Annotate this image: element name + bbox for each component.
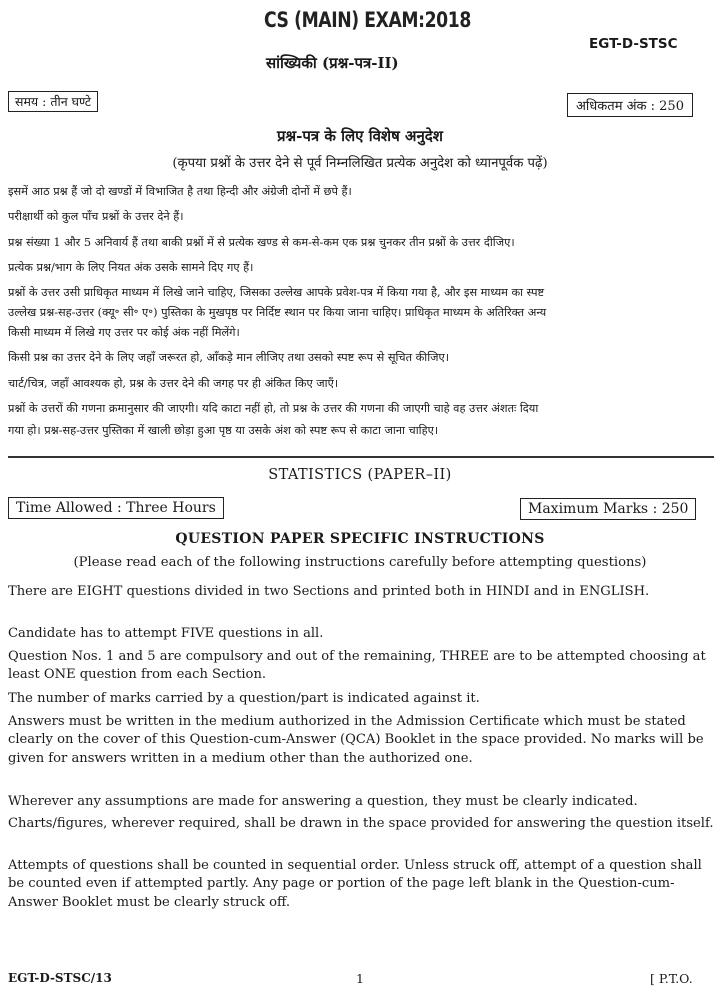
hindi-line: चार्ट/चित्र, जहाँ आवश्यक हो, प्रश्न के उत्तर देने की जगह पर ही अंकित किए जाएँ। (8, 377, 339, 390)
hindi-time-box: समय : तीन घण्टे (8, 91, 98, 112)
english-instruction-paragraph: There are EIGHT questions divided in two Sections and printed both in HINDI and in ENGLISH. (8, 584, 650, 599)
english-time-box: Time Allowed : Three Hours (8, 497, 224, 519)
hindi-line: गया हो। प्रश्न-सह-उत्तर पुस्तिका में खाली छोड़ा हुआ पृष्ठ या उसके अंश को स्पष्ट रूप से काटा जाना चाहिए। (8, 424, 439, 437)
hindi-line: प्रश्नों के उत्तर उसी प्राधिकृत माध्यम में लिखे जाने चाहिए, जिसका उल्लेख आपके प्रवेश-पत्र में किया गया है, और इस माध्यम का स्पष्ट (8, 286, 545, 299)
hindi-line: किसी माध्यम में लिखे गए उत्तर पर कोई अंक नहीं मिलेंगे। (8, 326, 240, 339)
english-instruction-paragraph: Wherever any assumptions are made for answering a question, they must be clearly indicated. (8, 794, 638, 809)
english-instructions-heading: QUESTION PAPER SPECIFIC INSTRUCTIONS (175, 531, 545, 547)
english-max-marks-box: Maximum Marks : 250 (520, 498, 696, 520)
hindi-line: उल्लेख प्रश्न-सह-उत्तर (क्यू॰ सी॰ ए॰) पुस्तिका के मुखपृष्ठ पर निर्दिष्ट स्थान पर किया जाना चाहिए। प्राधिकृत माध्यम के अतिरिक्त अन्य (8, 306, 547, 319)
hindi-max-marks-box: अधिकतम अंक : 250 (567, 93, 693, 117)
hindi-line: प्रत्येक प्रश्न/भाग के लिए नियत अंक उसके सामने दिए गए हैं। (8, 261, 254, 274)
hindi-line: प्रश्नों के उत्तरों की गणना क्रमानुसार की जाएगी। यदि काटा नहीं हो, तो प्रश्न के उत्तर की गणना की जाएगी चाहे वह उत्तर अंशतः दिया (8, 402, 539, 415)
hindi-line: परीक्षार्थी को कुल पाँच प्रश्नों के उत्तर देने हैं। (8, 210, 184, 223)
english-instructions-subheading: (Please read each of the following instructions carefully before attempting questions) (73, 555, 647, 570)
paper-code: EGT-D-STSC (589, 36, 678, 52)
english-subject-title: STATISTICS (PAPER–II) (268, 467, 452, 483)
english-instruction-paragraph: Question Nos. 1 and 5 are compulsory and out of the remaining, THREE are to be attempted choosing at least ONE question from each Section. (8, 649, 706, 683)
english-instruction-paragraph: Answers must be written in the medium authorized in the Admission Certificate which must be stated clearly on the cover of this Question-cum-Answer (QCA) Booklet in the space provided. No marks will be given for answers written in a medium other than the authorized one. (8, 714, 704, 766)
hindi-line: इसमें आठ प्रश्न हैं जो दो खण्डों में विभाजित है तथा हिन्दी और अंग्रेजी दोनों में छपे हैं। (8, 185, 352, 198)
section-divider (8, 456, 714, 458)
hindi-line: किसी प्रश्न का उत्तर देने के लिए जहाँ जरूरत हो, आँकड़े मान लीजिए तथा उसको स्पष्ट रूप से सूचित कीजिए। (8, 351, 450, 364)
english-instruction-paragraph: Attempts of questions shall be counted in sequential order. Unless struck off, attempt of a question shall be counted even if attempted partly. Any page or portion of the page left blank in the Question-cum-Answer Booklet must be clearly struck off. (8, 858, 702, 910)
footer-page-number: 1 (356, 971, 364, 986)
hindi-line: प्रश्न संख्या 1 और 5 अनिवार्य हैं तथा बाकी प्रश्नों में से प्रत्येक खण्ड से कम-से-कम एक प्रश्न चुनकर तीन प्रश्नों के उत्तर दीजिए। (8, 236, 515, 249)
exam-title: CS (MAIN) EXAM:2018 (264, 8, 471, 32)
footer-code: EGT-D-STSC/13 (8, 971, 112, 985)
hindi-subject-title: सांख्यिकी (प्रश्न-पत्र-II) (266, 54, 399, 72)
footer-pto: [ P.T.O. (650, 971, 693, 986)
hindi-instructions-subheading: (कृपया प्रश्नों के उत्तर देने से पूर्व निम्नलिखित प्रत्येक अनुदेश को ध्यानपूर्वक पढ़ें) (172, 156, 548, 171)
english-instruction-paragraph: Charts/figures, wherever required, shall be drawn in the space provided for answering the question itself. (8, 816, 714, 831)
hindi-instructions-heading: प्रश्न-पत्र के लिए विशेष अनुदेश (277, 127, 443, 145)
english-instruction-paragraph: The number of marks carried by a question/part is indicated against it. (8, 691, 480, 706)
english-instruction-paragraph: Candidate has to attempt FIVE questions in all. (8, 626, 324, 641)
